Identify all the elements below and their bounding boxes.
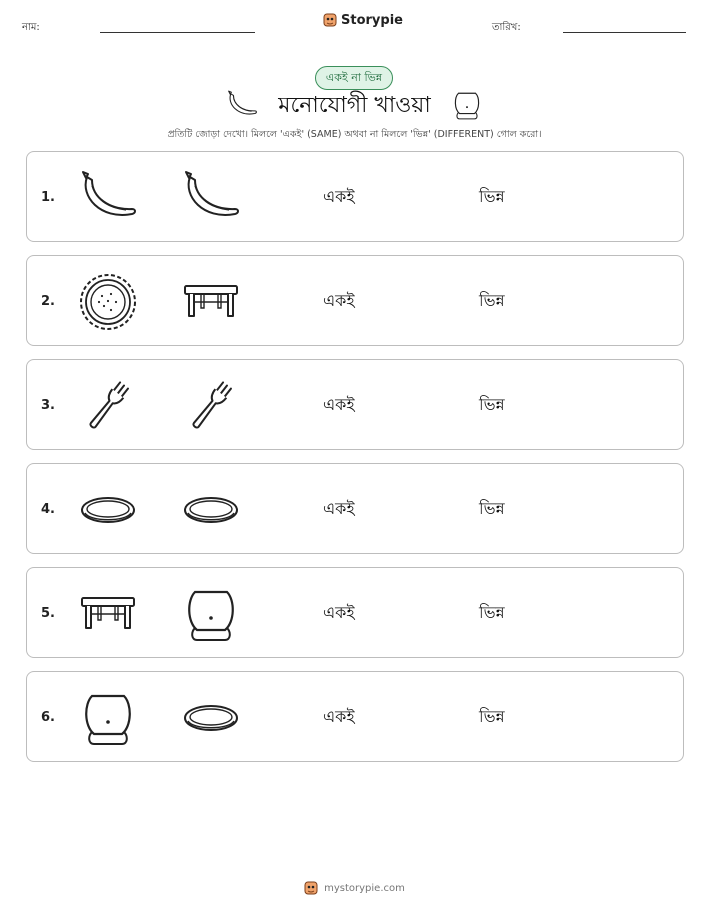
question-number: 1. — [41, 190, 55, 205]
name-field[interactable] — [100, 32, 255, 33]
option-same[interactable]: একই — [323, 291, 355, 310]
question-row — [26, 671, 684, 762]
banana-icon — [181, 168, 241, 228]
fork-icon — [78, 376, 138, 436]
option-same[interactable]: একই — [323, 187, 355, 206]
date-field[interactable] — [563, 32, 686, 33]
banana-icon — [78, 168, 138, 228]
question-row — [26, 255, 684, 346]
brand-name: Storypie — [341, 12, 403, 28]
plate-icon — [78, 480, 138, 540]
brand-logo — [323, 12, 403, 28]
option-different[interactable]: ভিন্ন — [479, 395, 505, 414]
option-different[interactable]: ভিন্ন — [479, 603, 505, 622]
option-different[interactable]: ভিন্ন — [479, 291, 505, 310]
fork-icon — [181, 376, 241, 436]
question-row — [26, 151, 684, 242]
option-different[interactable]: ভিন্ন — [479, 187, 505, 206]
title-banana-icon — [226, 89, 258, 125]
storypie-mascot-icon — [304, 880, 318, 896]
question-number: 5. — [41, 606, 55, 621]
instructions: প্রতিটি জোড়া দেখো। মিললে 'একই' (SAME) অথবা না মিললে 'ভিন্ন' (DIFFERENT) গোল করো। — [167, 129, 542, 140]
tummy-icon — [181, 584, 241, 644]
option-different[interactable]: ভিন্ন — [479, 499, 505, 518]
storypie-mascot-icon — [323, 12, 337, 28]
table-icon — [181, 272, 241, 332]
plate-icon — [181, 688, 241, 748]
question-number: 6. — [41, 710, 55, 725]
question-number: 2. — [41, 294, 55, 309]
footer — [0, 880, 709, 896]
tummy-icon — [78, 688, 138, 748]
question-row — [26, 567, 684, 658]
question-row — [26, 463, 684, 554]
title-tummy-icon — [451, 89, 483, 125]
question-number: 3. — [41, 398, 55, 413]
footer-url: mystorypie.com — [324, 882, 405, 894]
question-number: 4. — [41, 502, 55, 517]
pie-icon — [78, 272, 138, 332]
plate-icon — [181, 480, 241, 540]
name-label: নাম: — [22, 22, 40, 33]
option-same[interactable]: একই — [323, 499, 355, 518]
option-same[interactable]: একই — [323, 603, 355, 622]
date-label: তারিখ: — [492, 22, 521, 33]
question-row — [26, 359, 684, 450]
option-same[interactable]: একই — [323, 707, 355, 726]
option-same[interactable]: একই — [323, 395, 355, 414]
title-row — [0, 88, 709, 125]
worksheet-type-badge: একই না ভিন্ন — [315, 66, 393, 90]
option-different[interactable]: ভিন্ন — [479, 707, 505, 726]
page-title: মনোযোগী খাওয়া — [278, 93, 431, 118]
table-icon — [78, 584, 138, 644]
